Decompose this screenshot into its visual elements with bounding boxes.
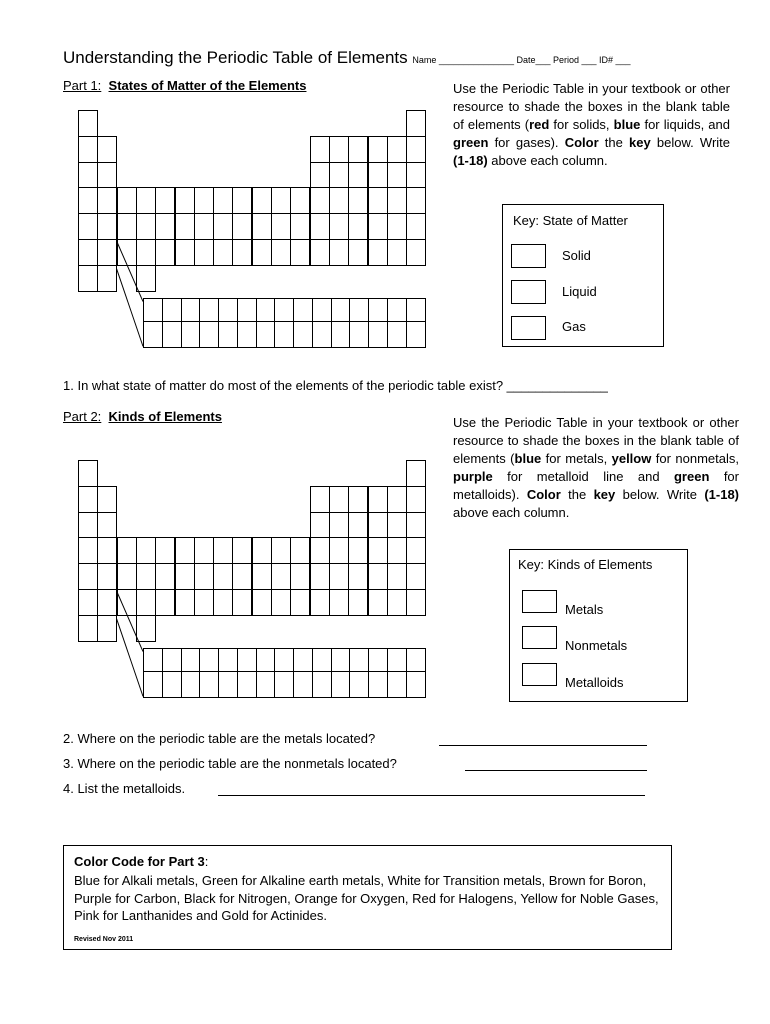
kinds-table-cell[interactable] — [348, 512, 368, 539]
answer-line-3[interactable] — [465, 770, 647, 771]
gas-swatch[interactable] — [511, 316, 546, 340]
states-table-cell[interactable] — [213, 213, 233, 240]
kinds-table-actinide-cell[interactable] — [349, 671, 369, 698]
kinds-table-cell[interactable] — [232, 537, 252, 564]
states-table-cell[interactable] — [117, 213, 137, 240]
states-table-cell[interactable] — [175, 213, 195, 240]
states-table-cell[interactable] — [78, 136, 98, 163]
states-table-cell[interactable] — [290, 239, 310, 266]
states-table-actinide-cell[interactable] — [143, 321, 163, 348]
part2-instructions: Use the Periodic Table in your textbook or other resource to shade the boxes in the blank table of elements (blue for metals, yellow for nonmetals, purple for metalloid line and green for metalloids). Color the key below. Write (1-18) above each column. — [453, 415, 740, 520]
states-table-actinide-cell[interactable] — [181, 321, 201, 348]
kinds-table-cell[interactable] — [97, 512, 117, 539]
kinds-table-cell[interactable] — [78, 486, 98, 513]
answer-line-4[interactable] — [218, 795, 645, 796]
states-table-cell[interactable] — [194, 213, 214, 240]
kinds-table-cell[interactable] — [387, 486, 407, 513]
kinds-table-cell[interactable] — [329, 563, 349, 590]
kinds-table-actinide-cell[interactable] — [312, 671, 332, 698]
states-table-cell[interactable] — [290, 187, 310, 214]
states-table-cell[interactable] — [368, 239, 388, 266]
kinds-table-actinide-cell[interactable] — [162, 671, 182, 698]
states-table-cell[interactable] — [97, 136, 117, 163]
key-label-metals: Metals — [565, 602, 604, 617]
states-table-cell[interactable] — [97, 162, 117, 189]
states-table-cell[interactable] — [348, 136, 368, 163]
states-table-cell[interactable] — [213, 239, 233, 266]
key-label-liquid: Liquid — [562, 284, 597, 299]
states-table-cell[interactable] — [232, 239, 252, 266]
kinds-table-cell[interactable] — [97, 589, 117, 616]
kinds-table-cell[interactable] — [329, 486, 349, 513]
kinds-table-cell[interactable] — [194, 563, 214, 590]
kinds-table-cell[interactable] — [290, 589, 310, 616]
states-table-actinide-cell[interactable] — [406, 321, 426, 348]
states-table-cell[interactable] — [97, 265, 117, 292]
kinds-table-cell[interactable] — [213, 537, 233, 564]
states-table-cell[interactable] — [194, 239, 214, 266]
states-table-cell[interactable] — [78, 265, 98, 292]
kinds-table-cell[interactable] — [310, 589, 330, 616]
kinds-table-cell[interactable] — [406, 512, 426, 539]
states-table-actinide-cell[interactable] — [199, 321, 219, 348]
states-table-actinide-cell[interactable] — [237, 321, 257, 348]
kinds-table-cell[interactable] — [348, 486, 368, 513]
key-label-metalloids: Metalloids — [565, 675, 624, 690]
kinds-table-cell[interactable] — [406, 460, 426, 487]
worksheet-title — [63, 48, 631, 68]
states-table-cell[interactable] — [136, 187, 156, 214]
kinds-table-cell[interactable] — [117, 589, 137, 616]
kinds-table-cell[interactable] — [213, 563, 233, 590]
color-code-heading: Color Code for Part 3: — [74, 854, 209, 869]
states-table-cell[interactable] — [136, 265, 156, 292]
states-table-actinide-cell[interactable] — [387, 321, 407, 348]
part1-label: Part 1: — [63, 78, 102, 93]
kinds-table-cell[interactable] — [271, 537, 291, 564]
kinds-table-cell[interactable] — [232, 563, 252, 590]
kinds-table-cell[interactable] — [97, 615, 117, 642]
key-label-solid: Solid — [562, 248, 591, 263]
color-code-box — [63, 845, 672, 950]
kinds-table-cell[interactable] — [387, 589, 407, 616]
states-table-cell[interactable] — [78, 162, 98, 189]
states-table-cell[interactable] — [97, 213, 117, 240]
kinds-table-cell[interactable] — [194, 537, 214, 564]
kinds-table-cell[interactable] — [155, 537, 175, 564]
kinds-table-cell[interactable] — [290, 537, 310, 564]
states-table-cell[interactable] — [232, 213, 252, 240]
kinds-table-cell[interactable] — [213, 589, 233, 616]
answer-line-2[interactable] — [439, 745, 647, 746]
question-4: 4. List the metalloids. — [63, 781, 186, 796]
states-table-cell[interactable] — [271, 239, 291, 266]
kinds-table-cell[interactable] — [348, 537, 368, 564]
kinds-table-cell[interactable] — [329, 537, 349, 564]
kinds-table-cell[interactable] — [387, 563, 407, 590]
kinds-table-cell[interactable] — [232, 589, 252, 616]
kinds-table-cell[interactable] — [387, 512, 407, 539]
kinds-table-cell[interactable] — [310, 512, 330, 539]
kinds-table-cell[interactable] — [310, 486, 330, 513]
states-table-cell[interactable] — [97, 239, 117, 266]
states-table-cell[interactable] — [329, 162, 349, 189]
states-table-cell[interactable] — [155, 187, 175, 214]
kinds-table-actinide-cell[interactable] — [387, 671, 407, 698]
states-table-cell[interactable] — [387, 187, 407, 214]
kinds-table-cell[interactable] — [97, 563, 117, 590]
states-table-cell[interactable] — [117, 239, 137, 266]
kinds-table-cell[interactable] — [78, 615, 98, 642]
states-table-actinide-cell[interactable] — [256, 321, 276, 348]
kinds-table-actinide-cell[interactable] — [181, 671, 201, 698]
kinds-table-cell[interactable] — [348, 563, 368, 590]
part2-label: Part 2: — [63, 409, 102, 424]
kinds-table-cell[interactable] — [271, 563, 291, 590]
question-1: 1. In what state of matter do most of the elements of the periodic table exist? ______________ — [63, 378, 608, 393]
kinds-table-cell[interactable] — [136, 615, 156, 642]
states-table-cell[interactable] — [329, 136, 349, 163]
kinds-table-cell[interactable] — [136, 537, 156, 564]
states-table-cell[interactable] — [387, 239, 407, 266]
states-table-actinide-cell[interactable] — [293, 321, 313, 348]
key-label-nonmetals: Nonmetals — [565, 638, 628, 653]
states-table-cell[interactable] — [310, 136, 330, 163]
states-table-cell[interactable] — [117, 187, 137, 214]
states-table-cell[interactable] — [175, 239, 195, 266]
states-table-cell[interactable] — [271, 187, 291, 214]
kinds-table-actinide-cell[interactable] — [143, 671, 163, 698]
states-table-cell[interactable] — [194, 187, 214, 214]
states-table-cell[interactable] — [406, 213, 426, 240]
kinds-table-cell[interactable] — [368, 563, 388, 590]
states-table-cell[interactable] — [252, 239, 272, 266]
kinds-table-actinide-cell[interactable] — [218, 671, 238, 698]
states-table-cell[interactable] — [329, 187, 349, 214]
states-table-cell[interactable] — [78, 213, 98, 240]
states-table-cell[interactable] — [213, 187, 233, 214]
color-code-text: Blue for Alkali metals, Green for Alkaline earth metals, White for Transition metals, Brown for Boron, Purple for Carbon, Black for Nitrogen, Orange for Oxygen, Red for Halogens, Yellow for Noble Gases, Pink for Lanthanides and Gold for Actinides. — [74, 873, 659, 923]
states-table-actinide-cell[interactable] — [274, 321, 294, 348]
states-table-cell[interactable] — [368, 136, 388, 163]
states-table-actinide-cell[interactable] — [368, 321, 388, 348]
states-table-cell[interactable] — [97, 187, 117, 214]
key-label-gas: Gas — [562, 319, 586, 334]
kinds-table-cell[interactable] — [117, 563, 137, 590]
states-table-cell[interactable] — [78, 110, 98, 137]
kinds-table-cell[interactable] — [406, 563, 426, 590]
kinds-table-cell[interactable] — [252, 589, 272, 616]
kinds-table-actinide-cell[interactable] — [274, 671, 294, 698]
states-table-actinide-cell[interactable] — [162, 321, 182, 348]
states-table-cell[interactable] — [329, 213, 349, 240]
kinds-table-cell[interactable] — [175, 563, 195, 590]
nonmetals-swatch[interactable] — [522, 626, 557, 649]
kinds-table-cell[interactable] — [155, 563, 175, 590]
states-table-cell[interactable] — [310, 162, 330, 189]
kinds-table-actinide-cell[interactable] — [368, 671, 388, 698]
kinds-table-cell[interactable] — [329, 512, 349, 539]
states-table-actinide-cell[interactable] — [349, 321, 369, 348]
states-table-cell[interactable] — [310, 213, 330, 240]
kinds-table-cell[interactable] — [78, 537, 98, 564]
states-table-cell[interactable] — [136, 239, 156, 266]
kinds-table-actinide-cell[interactable] — [199, 671, 219, 698]
states-table-cell[interactable] — [78, 239, 98, 266]
states-table-cell[interactable] — [368, 162, 388, 189]
kinds-table-cell[interactable] — [406, 486, 426, 513]
revised-date: Revised Nov 2011 — [74, 936, 134, 943]
part2-title: Kinds of Elements — [108, 409, 222, 424]
kinds-table-cell[interactable] — [97, 486, 117, 513]
states-table-cell[interactable] — [310, 239, 330, 266]
kinds-table-cell[interactable] — [97, 537, 117, 564]
name-date-period-fields: Name _______________ Date___ Period ___ ID# ___ — [412, 55, 631, 65]
kinds-table-cell[interactable] — [271, 589, 291, 616]
key-title: Key: State of Matter — [513, 213, 628, 228]
key-title: Key: Kinds of Elements — [518, 557, 653, 572]
states-table-cell[interactable] — [310, 187, 330, 214]
kinds-table-cell[interactable] — [175, 537, 195, 564]
states-table-cell[interactable] — [406, 239, 426, 266]
kinds-table-cell[interactable] — [368, 537, 388, 564]
kinds-table-cell[interactable] — [117, 537, 137, 564]
states-table-cell[interactable] — [348, 162, 368, 189]
states-table-cell[interactable] — [232, 187, 252, 214]
states-table-cell[interactable] — [368, 213, 388, 240]
kinds-table-cell[interactable] — [78, 589, 98, 616]
kinds-table-cell[interactable] — [252, 563, 272, 590]
states-table-cell[interactable] — [155, 239, 175, 266]
kinds-table-actinide-cell[interactable] — [237, 671, 257, 698]
metals-swatch[interactable] — [522, 590, 557, 613]
kinds-table-cell[interactable] — [290, 563, 310, 590]
states-table-cell[interactable] — [348, 213, 368, 240]
kinds-table-cell[interactable] — [329, 589, 349, 616]
states-table-cell[interactable] — [329, 239, 349, 266]
states-table-actinide-cell[interactable] — [218, 321, 238, 348]
states-table-cell[interactable] — [290, 213, 310, 240]
state-of-matter-key — [502, 204, 664, 347]
states-table-cell[interactable] — [387, 162, 407, 189]
metalloids-swatch[interactable] — [522, 663, 557, 686]
states-table-cell[interactable] — [136, 213, 156, 240]
kinds-table-cell[interactable] — [175, 589, 195, 616]
states-table-cell[interactable] — [406, 110, 426, 137]
kinds-table-cell[interactable] — [136, 563, 156, 590]
kinds-table-cell[interactable] — [78, 460, 98, 487]
kinds-table-actinide-cell[interactable] — [406, 671, 426, 698]
kinds-table-cell[interactable] — [155, 589, 175, 616]
kinds-of-elements-key — [509, 549, 688, 702]
states-table-cell[interactable] — [175, 187, 195, 214]
question-3: 3. Where on the periodic table are the nonmetals located? — [63, 756, 397, 771]
states-table-cell[interactable] — [387, 136, 407, 163]
states-table-cell[interactable] — [348, 187, 368, 214]
liquid-swatch[interactable] — [511, 280, 546, 304]
states-table-cell[interactable] — [348, 239, 368, 266]
states-table-cell[interactable] — [155, 213, 175, 240]
kinds-table-cell[interactable] — [387, 537, 407, 564]
kinds-table-cell[interactable] — [348, 589, 368, 616]
kinds-table-cell[interactable] — [78, 563, 98, 590]
states-table-cell[interactable] — [252, 187, 272, 214]
kinds-table-cell[interactable] — [194, 589, 214, 616]
part1-heading — [63, 78, 306, 93]
kinds-table-cell[interactable] — [406, 589, 426, 616]
kinds-table-cell[interactable] — [406, 537, 426, 564]
states-table-cell[interactable] — [252, 213, 272, 240]
states-table-actinide-cell[interactable] — [331, 321, 351, 348]
states-table-cell[interactable] — [406, 162, 426, 189]
kinds-table-cell[interactable] — [368, 589, 388, 616]
kinds-table-actinide-cell[interactable] — [256, 671, 276, 698]
states-table-cell[interactable] — [368, 187, 388, 214]
kinds-table-cell[interactable] — [368, 512, 388, 539]
part2-heading — [63, 409, 222, 424]
states-table-actinide-cell[interactable] — [312, 321, 332, 348]
title-text: Understanding the Periodic Table of Elements — [63, 48, 408, 67]
states-table-cell[interactable] — [387, 213, 407, 240]
kinds-table-cell[interactable] — [310, 537, 330, 564]
part1-instructions: Use the Periodic Table in your textbook or other resource to shade the boxes in the blank table of elements (red for solids, blue for liquids, and green for gases). Color the key below. Write (1-18) above each column. — [453, 81, 731, 168]
kinds-table-cell[interactable] — [78, 512, 98, 539]
states-table-cell[interactable] — [406, 136, 426, 163]
kinds-table-cell[interactable] — [368, 486, 388, 513]
kinds-table-cell[interactable] — [136, 589, 156, 616]
part1-title: States of Matter of the Elements — [108, 78, 307, 93]
solid-swatch[interactable] — [511, 244, 546, 268]
kinds-table-cell[interactable] — [252, 537, 272, 564]
kinds-table-actinide-cell[interactable] — [293, 671, 313, 698]
states-table-cell[interactable] — [406, 187, 426, 214]
kinds-table-cell[interactable] — [310, 563, 330, 590]
states-table-cell[interactable] — [78, 187, 98, 214]
question-2: 2. Where on the periodic table are the metals located? — [63, 731, 376, 746]
states-table-cell[interactable] — [271, 213, 291, 240]
kinds-table-actinide-cell[interactable] — [331, 671, 351, 698]
